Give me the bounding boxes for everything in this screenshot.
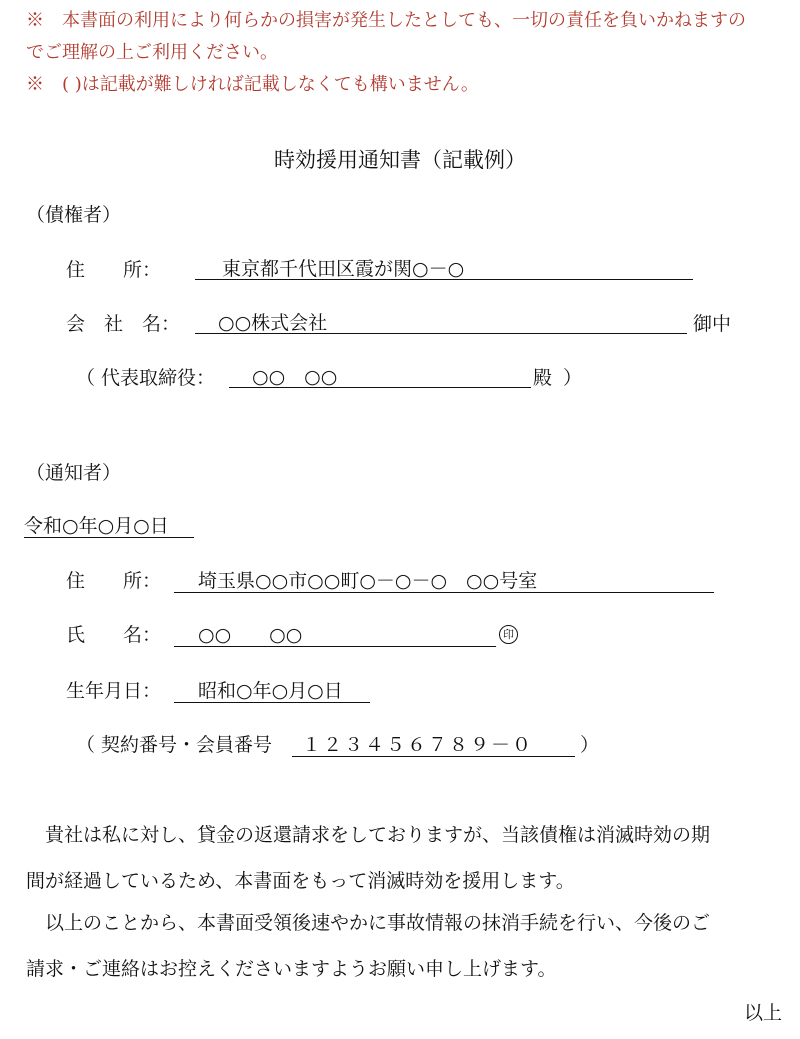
notice-line-3: ※ ( )は記載が難しければ記載しなくても構いません。 (26, 74, 479, 95)
notifier-name-label: 氏 名： (66, 624, 162, 646)
notice-date: 令和○年○月○日 (24, 515, 169, 537)
closing-mark: 以上 (744, 1002, 783, 1024)
notifier-address-value: 埼玉県○○市○○町○－○－○ ○○号室 (198, 570, 538, 592)
notifier-name-underline (174, 646, 496, 647)
notice-line-1: ※ 本書面の利用により何らかの損害が発生したとしても、一切の責任を負いかねますの (26, 10, 746, 31)
creditor-rep-close: ） (563, 367, 583, 389)
document-title: 時効援用通知書（記載例） (274, 148, 526, 172)
body-paragraph-2-line-1: 以上のことから、本書面受領後速やかに事故情報の抹消手続を行い、今後のご (26, 912, 711, 934)
notifier-address-label: 住 所： (66, 570, 162, 592)
creditor-rep-label: （ 代表取締役： (76, 367, 216, 389)
body-paragraph-1-line-2: 間が経過しているため、本書面をもって消滅時効を援用します。 (26, 870, 575, 892)
notifier-contract-underline (292, 756, 575, 757)
notifier-heading: （通知者） (26, 462, 122, 484)
notice-date-underline (24, 537, 194, 538)
notice-line-2: でご理解の上ご利用ください。 (26, 42, 278, 63)
creditor-company-label: 会 社 名： (66, 313, 181, 335)
creditor-heading: （債権者） (26, 204, 122, 226)
creditor-rep-value: ○○ ○○ (252, 366, 338, 388)
notifier-contract-close: ） (580, 734, 600, 756)
notifier-contract-label: （ 契約番号・会員番号 (76, 734, 273, 756)
creditor-address-value: 東京都千代田区霞が関○－○ (222, 258, 465, 280)
notifier-birth-label: 生年月日： (66, 680, 162, 702)
body-paragraph-1-line-1: 貴社は私に対し、貸金の返還請求をしておりますが、当該債権は消滅時効の期 (26, 824, 711, 846)
body-paragraph-2-line-2: 請求・ご連絡はお控えくださいますようお願い申し上げます。 (26, 958, 557, 980)
notifier-birth-value: 昭和○年○月○日 (198, 680, 343, 702)
notifier-name-value: ○○ ○○ (198, 624, 303, 646)
creditor-company-suffix: 御中 (693, 313, 732, 335)
creditor-company-value: ○○株式会社 (218, 312, 328, 334)
creditor-address-label: 住 所： (66, 259, 162, 281)
seal-mark-icon: 印 (499, 625, 518, 644)
notifier-contract-value: １２３４５６７８９－０ (302, 734, 534, 756)
notifier-birth-underline (174, 702, 370, 703)
notifier-address-underline (174, 592, 714, 593)
creditor-rep-suffix: 殿 (533, 367, 553, 389)
